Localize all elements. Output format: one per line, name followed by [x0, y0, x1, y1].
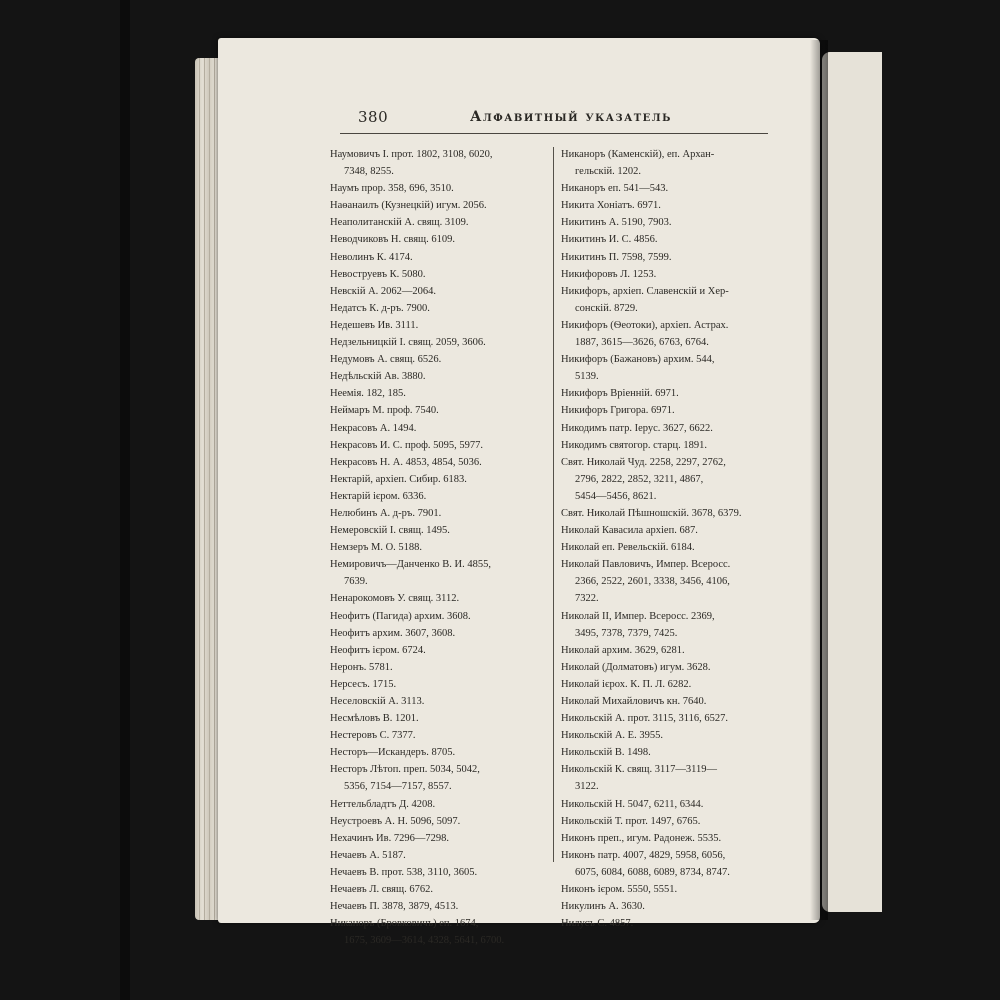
index-entry-line: Невскій А. 2062—2064. [330, 285, 437, 297]
index-entry-line: Нечаевъ В. прот. 538, 3110, 3605. [330, 866, 478, 878]
index-entry [561, 146, 767, 180]
index-entry-line: Никулинъ А. 3630. [561, 901, 645, 913]
index-entry-line: Никитинъ А. 5190, 7903. [561, 217, 672, 229]
index-entry [330, 761, 542, 795]
index-entry [561, 522, 767, 539]
index-entry-continuation: 3495, 7378, 7379, 7425. [575, 627, 678, 639]
index-entry [561, 454, 767, 505]
index-entry [561, 796, 767, 813]
index-entry [330, 830, 542, 847]
index-entry-line: Неофитъ ієром. 6724. [330, 644, 426, 656]
index-entry [330, 180, 542, 197]
index-entry-line: Неемія. 182, 185. [330, 388, 406, 400]
header-rule [340, 133, 768, 134]
index-entry [561, 898, 767, 915]
index-entry [330, 351, 542, 368]
index-entry-line: Несмѣловъ В. 1201. [330, 713, 419, 725]
index-entry-line: Никаноръ (Бровковичъ) еп. 1674, [330, 918, 479, 930]
index-entry-continuation: 5356, 7154—7157, 8557. [344, 781, 452, 793]
index-entry [561, 231, 767, 248]
index-entry-continuation: 5454—5456, 8621. [575, 490, 657, 502]
index-entry-line: Николай Кавасила архіеп. 687. [561, 525, 698, 537]
index-entry [561, 283, 767, 317]
index-entry [561, 693, 767, 710]
index-entry-line: Недзельницкій І. свящ. 2059, 3606. [330, 337, 486, 349]
index-entry [330, 744, 542, 761]
facing-page-edge [822, 52, 882, 912]
index-entry-line: Несторъ Лѣтоп. преп. 5034, 5042, [330, 764, 480, 776]
index-entry-line: Никодимъ святогор. старц. 1891. [561, 439, 707, 451]
page-header [340, 108, 770, 130]
index-entry [330, 642, 542, 659]
index-entry-line: Николай архим. 3629, 6281. [561, 644, 685, 656]
index-entry-continuation: 6075, 6084, 6088, 6089, 8734, 8747. [575, 866, 730, 878]
index-entry-continuation: 7322. [575, 593, 599, 605]
index-entry-continuation: 1675, 3609—3614, 4328, 5641, 6700. [344, 935, 505, 947]
index-entry [330, 266, 542, 283]
index-entry-line: Некрасовъ Н. А. 4853, 4854, 5036. [330, 456, 482, 468]
index-entry-line: Наѳанаилъ (Кузнецкій) игум. 2056. [330, 200, 487, 212]
index-entry-line: Никитинъ П. 7598, 7599. [561, 251, 672, 263]
index-entry [330, 231, 542, 248]
index-entry-line: Никонъ ієром. 5550, 5551. [561, 884, 678, 896]
index-entry-continuation: 2796, 2822, 2852, 3211, 4867, [575, 473, 704, 485]
running-title: Алфавитный указатель [470, 109, 672, 125]
index-entry-line: Никита Хоніатъ. 6971. [561, 200, 661, 212]
index-entry [330, 676, 542, 693]
index-entry [561, 539, 767, 556]
index-entry [330, 864, 542, 881]
index-entry [561, 608, 767, 642]
index-entry-continuation: 3122. [575, 781, 599, 793]
index-entry [330, 420, 542, 437]
index-entry [561, 180, 767, 197]
index-entry [330, 454, 542, 471]
index-entry [330, 471, 542, 488]
index-entry-line: Нехачинъ Ив. 7296—7298. [330, 832, 449, 844]
index-entry-line: Немеровскій І. свящ. 1495. [330, 525, 450, 537]
index-entry-line: Николай Михайловичъ кн. 7640. [561, 696, 707, 707]
index-entry-line: Недѣльскій Ав. 3880. [330, 371, 426, 383]
index-entry-line: Свят. Николай Чуд. 2258, 2297, 2762, [561, 456, 726, 468]
index-entry-continuation: гельскій. 1202. [575, 166, 642, 178]
index-entry [330, 915, 542, 949]
index-entry [561, 847, 767, 881]
index-entry-line: Нечаевъ А. 5187. [330, 849, 406, 861]
index-entry-line: Неронъ. 5781. [330, 661, 393, 673]
index-entry-line: Никаноръ еп. 541—543. [561, 183, 669, 195]
index-entry-line: Никольскій А. прот. 3115, 3116, 6527. [561, 713, 729, 725]
index-entry-line: Неволинъ К. 4174. [330, 251, 413, 263]
left-index-column [330, 146, 542, 949]
index-entry [561, 676, 767, 693]
index-entry-line: Немзеръ М. О. 5188. [330, 542, 423, 554]
index-entry [330, 710, 542, 727]
index-entry-line: Никифоръ (Ѳеотоки), архіеп. Астрах. [561, 319, 729, 331]
index-entry [561, 249, 767, 266]
index-entry-line: Наумъ прор. 358, 696, 3510. [330, 183, 454, 195]
index-entry-line: Никольскій А. Е. 3955. [561, 730, 663, 742]
index-entry-line: Нелюбинъ А. д-ръ. 7901. [330, 507, 442, 519]
index-entry-continuation: 1887, 3615—3626, 6763, 6764. [575, 337, 709, 349]
index-entry-line: Недумовъ А. свящ. 6526. [330, 354, 442, 366]
index-entry-line: Недатсъ К. д-ръ. 7900. [330, 302, 430, 314]
index-entry-line: Никифоръ Григора. 6971. [561, 405, 675, 417]
index-entry-line: Неофитъ архим. 3607, 3608. [330, 627, 456, 639]
index-entry [330, 693, 542, 710]
index-entry [561, 317, 767, 351]
index-entry-line: Нестеровъ С. 7377. [330, 730, 416, 742]
index-entry [330, 590, 542, 607]
index-entry [561, 420, 767, 437]
index-entry [561, 659, 767, 676]
index-entry-line: Никифоръ Вріенній. 6971. [561, 388, 679, 400]
index-entry [561, 813, 767, 830]
index-entry-line: Никифоръ (Бажановъ) архим. 544, [561, 354, 715, 366]
index-entry-line: Никонъ патр. 4007, 4829, 5958, 6056, [561, 849, 726, 861]
index-entry-continuation: сонскій. 8729. [575, 302, 638, 314]
index-entry [561, 556, 767, 607]
gutter-shadow [810, 40, 828, 920]
index-entry-line: Неводчиковъ Н. свящ. 6109. [330, 234, 455, 246]
index-entry [330, 556, 542, 590]
index-entry-line: Неофитъ (Пагида) архим. 3608. [330, 610, 471, 622]
index-entry [330, 608, 542, 625]
index-entry-line: Николай ієрох. К. П. Л. 6282. [561, 678, 692, 690]
index-entry-line: Николай Павловичъ, Импер. Всеросс. [561, 559, 731, 571]
index-entry [330, 796, 542, 813]
index-entry [561, 197, 767, 214]
index-entry-line: Неустроевъ А. Н. 5096, 5097. [330, 815, 461, 827]
index-entry-line: Неаполитанскій А. свящ. 3109. [330, 217, 469, 229]
index-entry-line: Неселовскій А. 3113. [330, 696, 425, 707]
index-entry-line: Никольскій В. 1498. [561, 747, 651, 759]
column-divider [553, 147, 554, 862]
page-number: 380 [358, 108, 389, 126]
index-entry [561, 727, 767, 744]
index-entry [330, 847, 542, 864]
table-background [120, 0, 130, 1000]
index-entry-line: Никольскій Т. прот. 1497, 6765. [561, 815, 701, 827]
index-entry [561, 710, 767, 727]
index-entry [330, 505, 542, 522]
index-entry-line: Нектарій ієром. 6336. [330, 490, 427, 502]
index-entry [330, 368, 542, 385]
index-entry-line: Неттельбладтъ Д. 4208. [330, 798, 436, 810]
index-entry [330, 539, 542, 556]
index-entry-line: Нилусъ С. 4857. [561, 918, 634, 930]
index-entry [330, 283, 542, 300]
index-entry-line: Никольскій К. свящ. 3117—3119— [561, 764, 717, 776]
index-entry-continuation: 7639. [344, 576, 368, 588]
index-entry-line: Ненарокомовъ У. свящ. 3112. [330, 593, 460, 605]
index-entry [561, 881, 767, 898]
index-entry-continuation: 2366, 2522, 2601, 3338, 3456, 4106, [575, 576, 730, 588]
index-entry [561, 761, 767, 795]
index-entry [330, 881, 542, 898]
index-entry-line: Нечаевъ Л. свящ. 6762. [330, 884, 433, 896]
index-entry-line: Невоструевъ К. 5080. [330, 268, 426, 280]
index-entry-line: Неймаръ М. проф. 7540. [330, 405, 439, 417]
index-entry-line: Никифоръ, архіеп. Славенскій и Хер- [561, 285, 729, 297]
index-entry [561, 266, 767, 283]
index-entry [561, 214, 767, 231]
index-entry [561, 351, 767, 385]
index-entry-line: Наумовичъ І. прот. 1802, 3108, 6020, [330, 149, 493, 160]
index-entry-line: Несторъ—Искандеръ. 8705. [330, 747, 456, 759]
index-entry [330, 402, 542, 419]
index-entry-line: Никонъ преп., игум. Радонеж. 5535. [561, 832, 722, 844]
index-entry-line: Свят. Николай Пѣшношскій. 3678, 6379. [561, 507, 742, 519]
index-entry-line: Немировичъ—Данченко В. И. 4855, [330, 559, 491, 571]
index-entry [330, 898, 542, 915]
index-entry [561, 744, 767, 761]
index-entry [330, 334, 542, 351]
index-entry [330, 300, 542, 317]
index-entry-line: Никитинъ И. С. 4856. [561, 234, 658, 246]
index-entry-line: Никифоровъ Л. 1253. [561, 268, 657, 280]
index-entry [330, 214, 542, 231]
index-entry [561, 437, 767, 454]
index-entry-line: Николай II, Импер. Всеросс. 2369, [561, 610, 715, 622]
index-entry [330, 249, 542, 266]
index-entry-continuation: 5139. [575, 371, 599, 383]
index-entry-line: Недешевъ Ив. 3111. [330, 319, 419, 331]
index-entry [561, 830, 767, 847]
index-entry [330, 522, 542, 539]
index-entry-line: Некрасовъ А. 1494. [330, 422, 417, 434]
index-entry [330, 727, 542, 744]
index-entry [561, 505, 767, 522]
index-entry [330, 659, 542, 676]
index-entry [330, 317, 542, 334]
index-entry [561, 642, 767, 659]
index-entry [330, 437, 542, 454]
index-entry [561, 915, 767, 932]
index-entry [330, 146, 542, 180]
right-index-column [561, 146, 767, 932]
index-entry-continuation: 7348, 8255. [344, 166, 394, 178]
index-entry-line: Нечаевъ П. 3878, 3879, 4513. [330, 901, 459, 913]
index-entry [330, 197, 542, 214]
page-stack-edges [195, 58, 220, 920]
index-entry [330, 488, 542, 505]
index-entry [561, 385, 767, 402]
index-entry-line: Никодимъ патр. Іерус. 3627, 6622. [561, 422, 713, 434]
index-entry [330, 385, 542, 402]
index-entry-line: Нектарій, архіеп. Сибир. 6183. [330, 473, 467, 485]
index-entry-line: Николай еп. Ревельскій. 6184. [561, 542, 695, 554]
index-entry [330, 625, 542, 642]
index-entry-line: Нерсесъ. 1715. [330, 678, 397, 690]
index-entry [561, 402, 767, 419]
index-entry-line: Некрасовъ И. С. проф. 5095, 5977. [330, 439, 484, 451]
index-entry-line: Николай (Долматовъ) игум. 3628. [561, 661, 711, 673]
index-entry-line: Никольскій Н. 5047, 6211, 6344. [561, 798, 704, 810]
index-entry [330, 813, 542, 830]
index-entry-line: Никаноръ (Каменскій), еп. Архан- [561, 149, 715, 160]
